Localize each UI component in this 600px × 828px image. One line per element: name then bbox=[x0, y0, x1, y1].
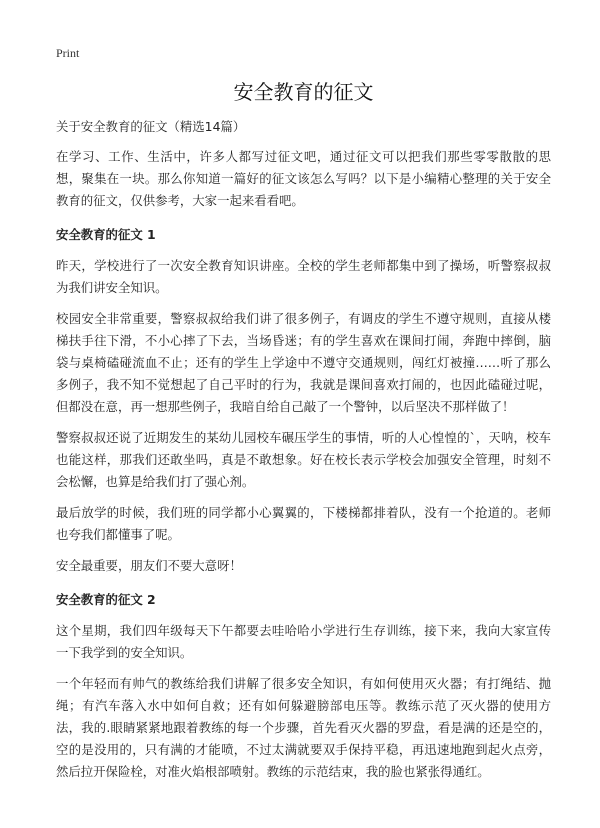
intro-paragraph: 在学习、工作、生活中，许多人都写过征文吧，通过征文可以把我们那些零零散散的思想，聚集在一块。那么你知道一篇好的征文该怎么写吗？以下是小编精心整理的关于安全教育的征文，仅供参考，大家一起来看看吧。 bbox=[56, 149, 551, 208]
section-heading-1: 安全教育的征文 1 bbox=[56, 227, 156, 242]
paragraph: 最后放学的时候，我们班的同学都小心翼翼的，下楼梯都排着队，没有一个抢道的。老师也夸我们都懂事了呢。 bbox=[56, 505, 551, 542]
paragraph: 安全最重要，朋友们不要大意呀！ bbox=[56, 558, 242, 573]
paragraph: 警察叔叔还说了近期发生的某幼儿园校车碾压学生的事情，听的人心惶惶的`，天呐，校车也能这样，那我们还敢坐吗，真是不敢想象。好在校长表示学校会加强安全管理，时刻不会松懈，也算是给我们打了强心剂。 bbox=[56, 430, 551, 489]
paragraph: 一个年轻而有帅气的教练给我们讲解了很多安全知识，有如何使用灭火器；有打绳结、抛绳；有汽车落入水中如何自救；还有如何躲避膀部电压等。教练示范了灭火器的使用方法，我的.眼睛紧紧地跟着教练的每一个步骤，首先看灭火器的罗盘，看是满的还是空的，空的是没用的，只有满的才能喷，不过太满就要双手保持平稳，再迅速地跑到起火点旁，然后拉开保险栓，对准火焰根部喷射。教练的示范结束，我的脸也紧张得通红。 bbox=[56, 676, 551, 779]
paragraph: 这个星期，我们四年级每天下午都要去哇哈哈小学进行生存训练，接下来，我向大家宣传一下我学到的安全知识。 bbox=[56, 623, 551, 660]
page-title: 安全教育的征文 bbox=[233, 80, 374, 104]
paragraph: 校园安全非常重要，警察叔叔给我们讲了很多例子，有调皮的学生不遵守规则，直接从楼梯扶手往下滑，不小心摔了下去，当场昏迷；有的学生喜欢在课间打闹，奔跑中摔倒，脑袋与桌椅磕碰流血不止；还有的学生上学途中不遵守交通规则，闯红灯被撞……听了那么多例子，我不知不觉想起了自己平时的行为，我就是课间喜欢打闹的，也因此磕碰过呢，但都没在意，再一想那些例子，我暗自给自己敲了一个警钟，以后坚决不那样做了！ bbox=[56, 311, 551, 414]
paragraph: 昨天，学校进行了一次安全教育知识讲座。全校的学生老师都集中到了操场，听警察叔叔为我们讲安全知识。 bbox=[56, 258, 551, 295]
document-body bbox=[56, 72, 551, 783]
print-link[interactable]: Print bbox=[56, 46, 80, 60]
document-subtitle: 关于安全教育的征文（精选14篇） bbox=[56, 119, 246, 134]
section-heading-2: 安全教育的征文 2 bbox=[56, 592, 156, 607]
